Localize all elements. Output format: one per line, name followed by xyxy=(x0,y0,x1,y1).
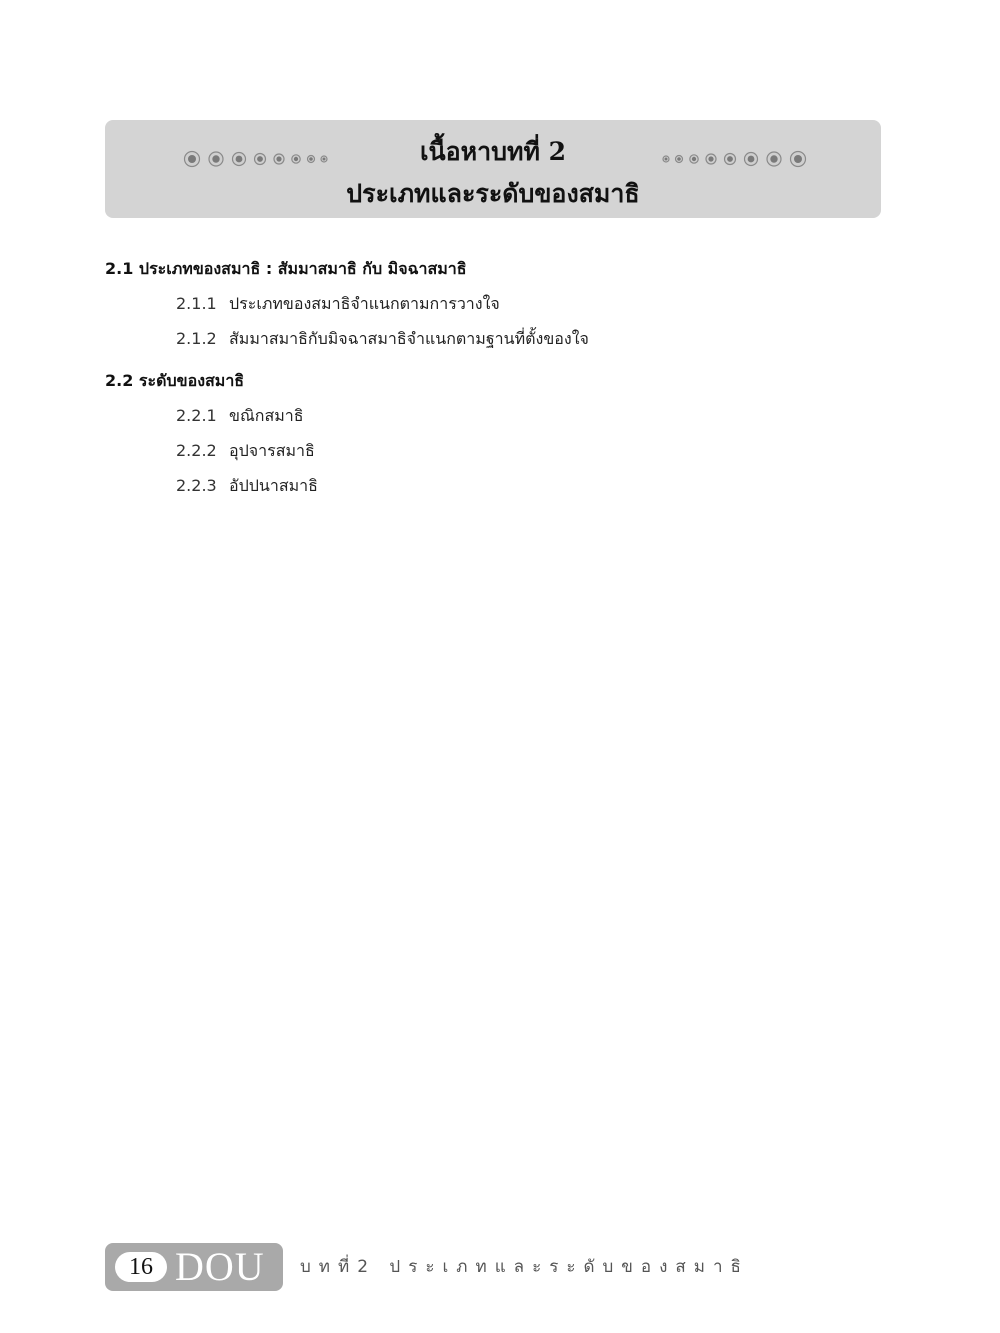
brand-logo: DOU xyxy=(175,1244,265,1289)
list-item xyxy=(176,286,885,321)
item-text: สัมมาสมาธิกับมิจฉาสมาธิจำแนกตามฐานที่ตั้งของใจ xyxy=(229,329,589,348)
item-number: 2.2.1 xyxy=(176,406,217,425)
decorative-dots-right-icon xyxy=(657,150,807,168)
list-item xyxy=(176,468,885,503)
page-number: 16 xyxy=(115,1252,167,1282)
item-number: 2.2.2 xyxy=(176,441,217,460)
footer-badge xyxy=(105,1243,283,1291)
chapter-contents xyxy=(105,252,885,503)
chapter-title: เนื้อหาบทที่ 2 xyxy=(419,137,567,166)
item-number: 2.2.3 xyxy=(176,476,217,495)
section-heading: 2.1 ประเภทของสมาธิ : สัมมาสมาธิ กับ มิจฉาสมาธิ xyxy=(105,259,467,278)
list-item xyxy=(176,398,885,433)
section-heading: 2.2 ระดับของสมาธิ xyxy=(105,371,245,390)
item-text: ขณิกสมาธิ xyxy=(229,406,304,425)
item-number: 2.1.1 xyxy=(176,294,217,313)
list-item xyxy=(176,433,885,468)
list-item xyxy=(176,321,885,356)
item-text: อุปจารสมาธิ xyxy=(229,441,315,460)
item-text: อัปปนาสมาธิ xyxy=(229,476,318,495)
item-number: 2.1.2 xyxy=(176,329,217,348)
chapter-subtitle: ประเภทและระดับของสมาธิ xyxy=(346,179,640,208)
footer-chapter-title: บทที่2 ประเภทและระดับของสมาธิ xyxy=(300,1257,749,1277)
item-text: ประเภทของสมาธิจำแนกตามการวางใจ xyxy=(229,294,500,313)
chapter-banner xyxy=(105,120,881,218)
